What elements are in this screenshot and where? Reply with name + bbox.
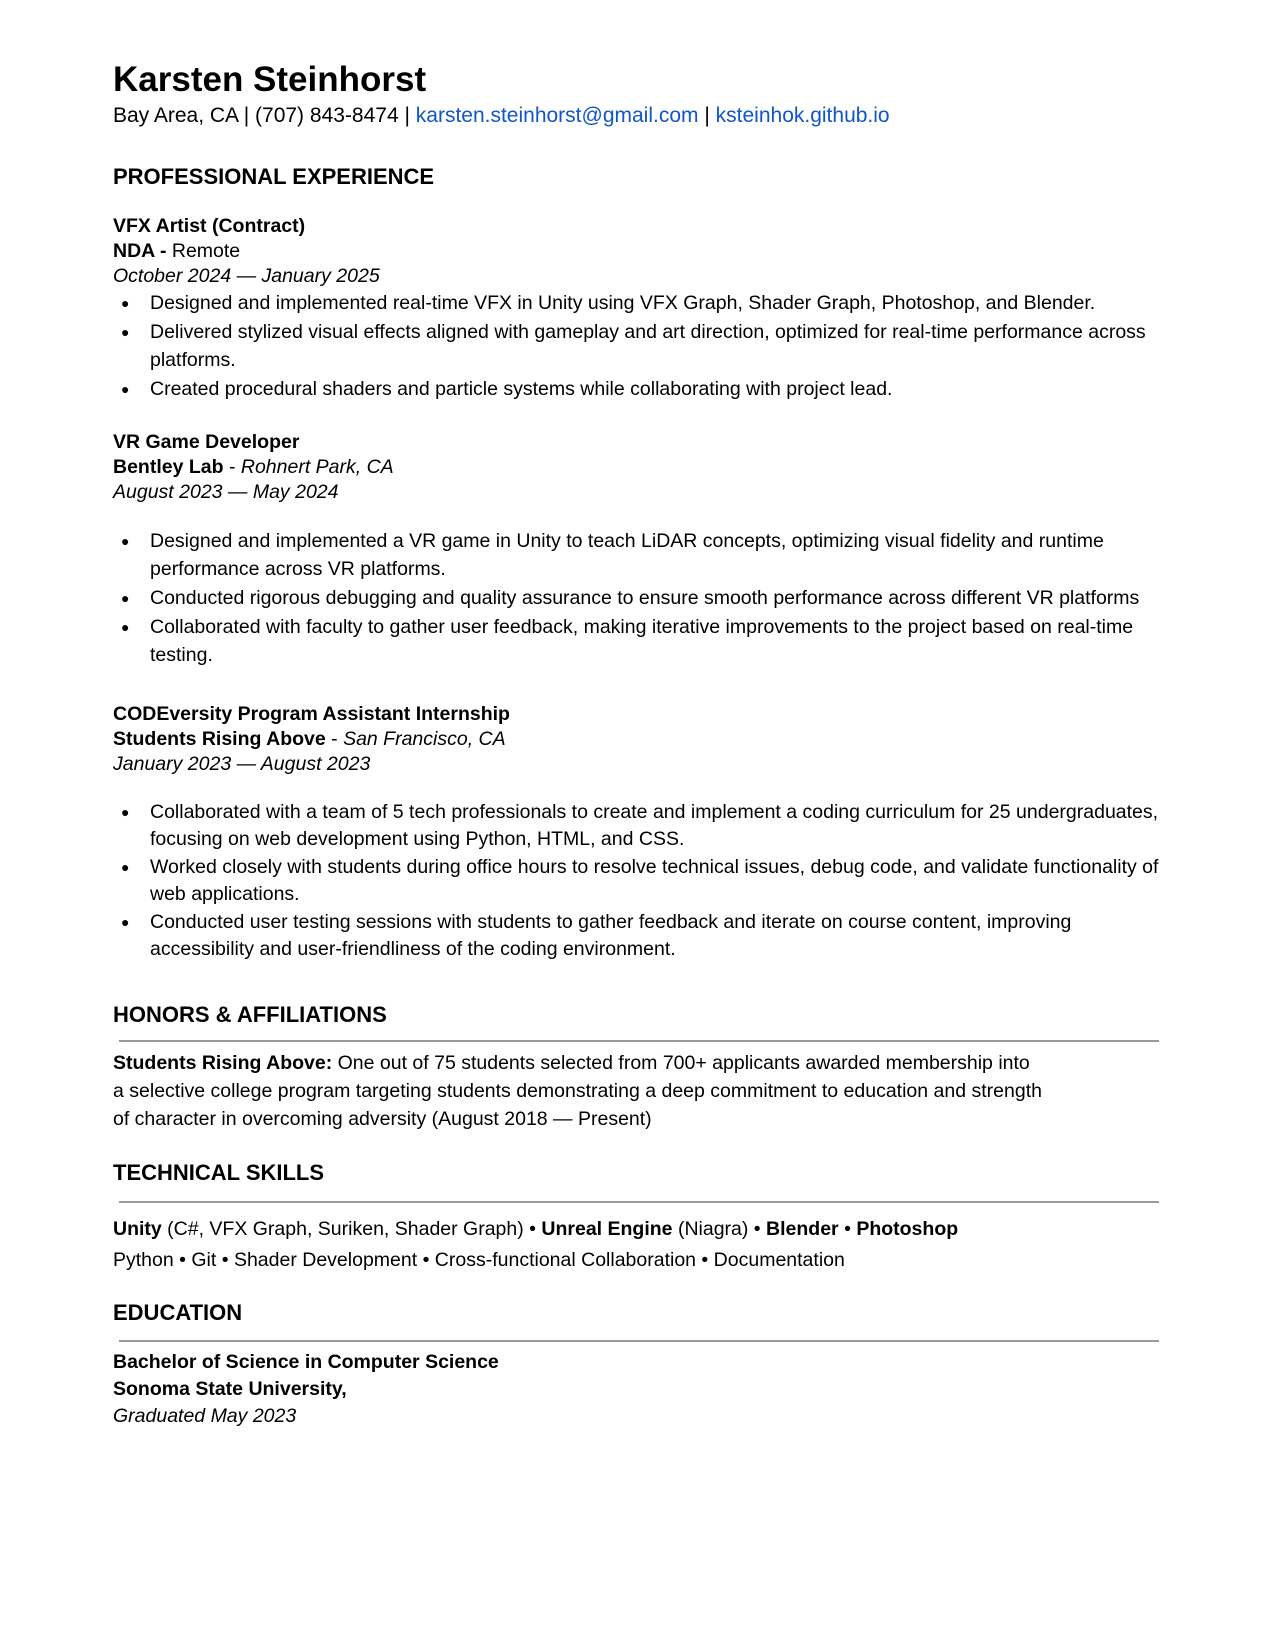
email-link[interactable]: karsten.steinhorst@gmail.com (415, 104, 699, 128)
bullet-item: ● Delivered stylized visual effects aligned with gameplay and art direction, optimized for real-time performance across platforms. (113, 318, 1163, 374)
education-entry (113, 1349, 1163, 1430)
school: Sonoma State University, (113, 1378, 347, 1401)
bullet-icon: ● (121, 380, 130, 397)
bullet-icon: ● (121, 803, 130, 820)
job-entry (113, 214, 1163, 403)
job-org-line (113, 239, 1163, 264)
bullet-item: ● Designed and implemented real-time VFX in Unity using VFX Graph, Shader Graph, Photoshop, and Blender. (113, 289, 1163, 317)
resume-page (113, 60, 1163, 1430)
bullet-icon: ● (121, 858, 130, 875)
job-dates: August 2023 — May 2024 (113, 480, 339, 503)
contact-separator: | (698, 104, 716, 128)
job-location: Remote (171, 239, 241, 262)
bullet-icon: ● (121, 294, 130, 311)
job-location: San Francisco, CA (343, 727, 506, 750)
website-link[interactable]: ksteinhok.github.io (715, 104, 890, 128)
bullet-item: ● Collaborated with faculty to gather user feedback, making iterative improvements to the project based on real-time testing. (113, 613, 1163, 669)
contact-line (113, 102, 1163, 129)
job-bullets (113, 527, 1163, 669)
job-location: Rohnert Park, CA (240, 455, 394, 478)
job-role: CODEversity Program Assistant Internship (113, 702, 510, 725)
bullet-item: ● Created procedural shaders and particle systems while collaborating with project lead. (113, 375, 1163, 403)
job-org: Students Rising Above (113, 727, 326, 750)
job-org: NDA - (113, 239, 172, 262)
bullet-icon: ● (121, 589, 130, 606)
job-bullets (113, 289, 1163, 403)
honors-line: a selective college program targeting students demonstrating a deep commitment to education and strength (113, 1080, 1042, 1103)
location-phone: Bay Area, CA | (707) 843-8474 | (113, 104, 416, 128)
job-location-separator: - (223, 455, 241, 478)
bullet-item: ● Worked closely with students during office hours to resolve technical issues, debug code, and validate functionality of web applications. (121, 855, 1159, 905)
skills-row-secondary: Python • Git • Shader Development • Cross-functional Collaboration • Documentation (113, 1248, 845, 1271)
bullet-icon: ● (121, 913, 130, 930)
job-org: Bentley Lab (113, 455, 224, 478)
job-entry (113, 702, 1163, 963)
graduation-date: Graduated May 2023 (113, 1405, 297, 1428)
bullet-icon: ● (121, 323, 130, 340)
honors-section-title: HONORS & AFFILIATIONS (113, 1001, 387, 1027)
bullet-icon: ● (121, 618, 130, 635)
honors-line: Students Rising Above: One out of 75 students selected from 700+ applicants awarded membership into (113, 1052, 1030, 1075)
bullet-item: ● Collaborated with a team of 5 tech professionals to create and implement a coding curriculum for 25 undergraduates, focusing on web development using Python, HTML, and CSS. (121, 800, 1159, 850)
education-section-title: EDUCATION (113, 1299, 243, 1325)
skills-list (113, 1214, 1163, 1276)
bullet-item: ● Conducted rigorous debugging and quality assurance to ensure smooth performance across different VR platforms (113, 584, 1163, 612)
job-bullets (113, 799, 1163, 963)
job-org-line (113, 727, 1163, 752)
bullet-icon: ● (121, 532, 130, 549)
skills-section-title: TECHNICAL SKILLS (113, 1160, 325, 1186)
honors-lead: Students Rising Above: (113, 1052, 333, 1075)
job-entry (113, 430, 1163, 669)
job-location-separator: - (325, 727, 344, 750)
job-role: VR Game Developer (113, 430, 300, 453)
skills-row-primary: Unity (C#, VFX Graph, Suriken, Shader Graph) • Unreal Engine (Niagra) • Blender • Photoshop (113, 1217, 959, 1240)
honors-paragraph (113, 1049, 1163, 1133)
experience-section-title: PROFESSIONAL EXPERIENCE (113, 163, 435, 189)
job-org-line (113, 455, 1163, 480)
job-role: VFX Artist (Contract) (113, 214, 306, 237)
honors-line: of character in overcoming adversity (August 2018 — Present) (113, 1108, 652, 1131)
job-dates: January 2023 — August 2023 (113, 752, 371, 775)
bullet-item: ● Conducted user testing sessions with students to gather feedback and iterate on course content, improving accessibility and user-friendliness of the coding environment. (121, 910, 1072, 960)
degree: Bachelor of Science in Computer Science (113, 1351, 499, 1374)
job-dates: October 2024 — January 2025 (113, 264, 380, 287)
bullet-item: ● Designed and implemented a VR game in Unity to teach LiDAR concepts, optimizing visual fidelity and runtime performance across VR platforms. (113, 527, 1163, 583)
candidate-name: Karsten Steinhorst (113, 60, 427, 99)
